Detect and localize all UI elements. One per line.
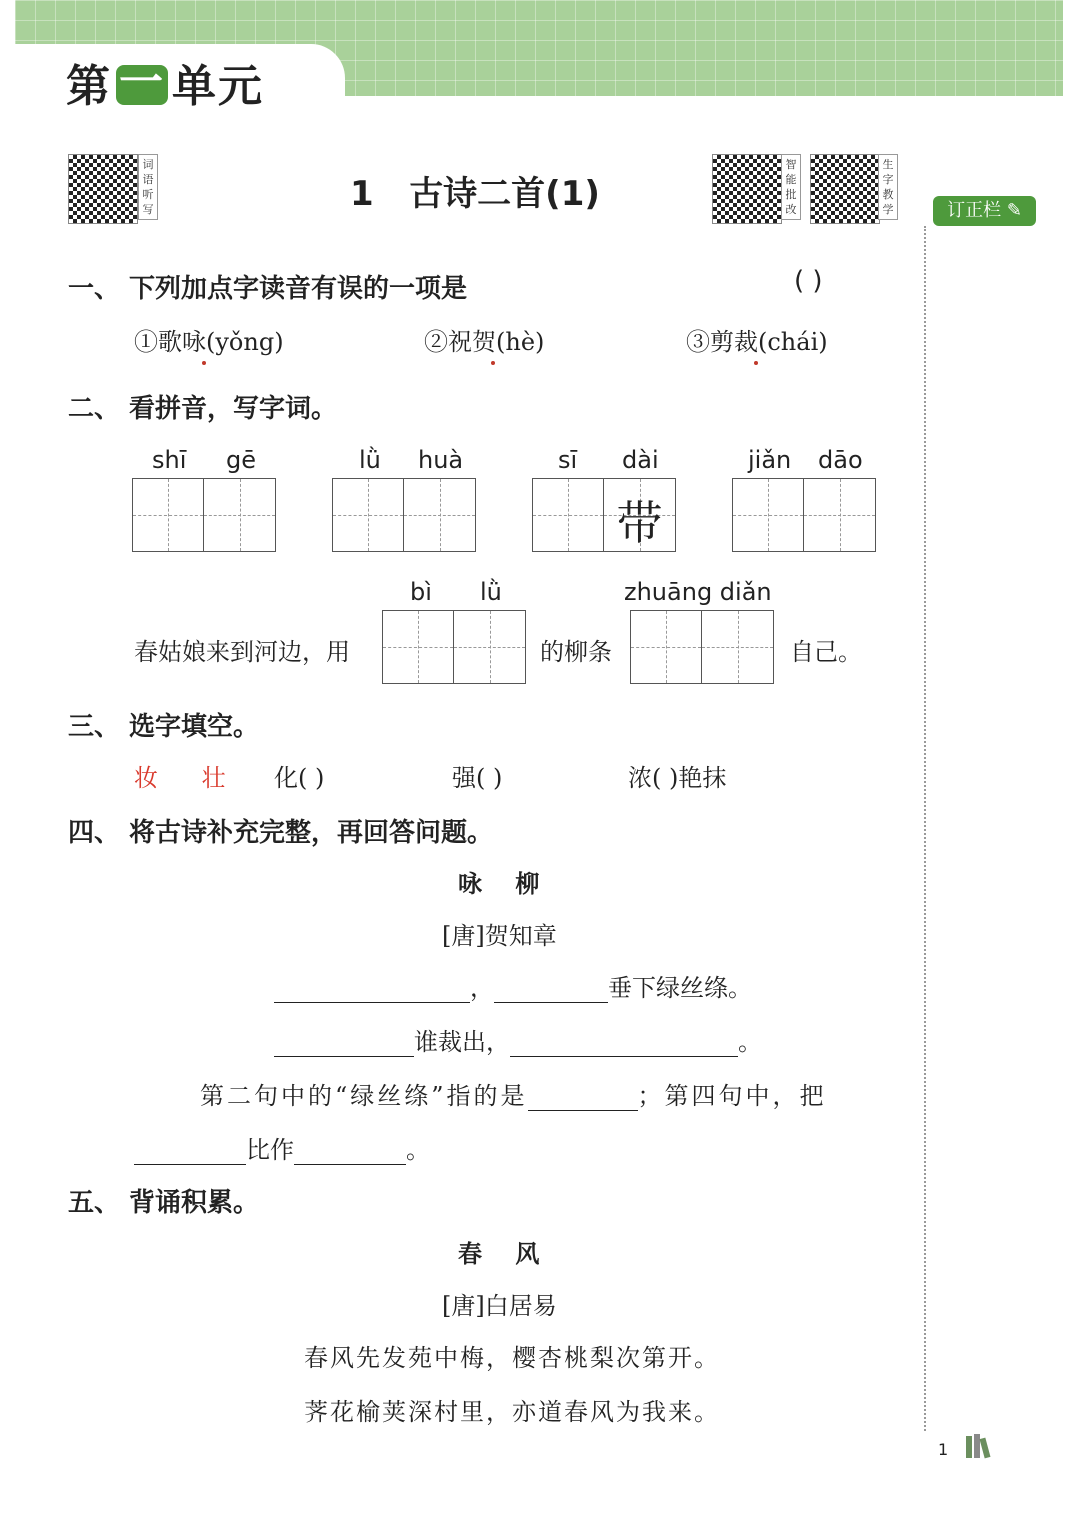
q5-heading: 五、 背诵积累。 — [68, 1188, 260, 1218]
q3-choices: 妆 壮 — [134, 764, 244, 792]
q1-option-2: ②祝贺(hè) — [424, 328, 545, 356]
grid-cell[interactable] — [631, 611, 702, 683]
writing-grid[interactable] — [132, 478, 276, 552]
q3-item-1: 化( ) — [274, 764, 325, 792]
pinyin: jiǎn — [748, 446, 792, 474]
answer-blank[interactable] — [294, 1142, 406, 1165]
poem-title: 春 风 — [458, 1240, 540, 1268]
grid-cell[interactable] — [533, 479, 604, 551]
emphasis-dot — [202, 361, 206, 365]
q1-option-1: ①歌咏(yǒng) — [134, 328, 284, 356]
q1-heading: 一、 下列加点字读音有误的一项是 — [68, 274, 468, 304]
q3-item-2: 强( ) — [452, 764, 503, 792]
answer-blank[interactable] — [510, 1034, 738, 1057]
q1-option-3: ③剪裁(chái) — [686, 328, 828, 356]
grid-cell[interactable] — [702, 611, 773, 683]
writing-grid[interactable] — [732, 478, 876, 552]
grid-cell[interactable] — [383, 611, 454, 683]
answer-blank[interactable] — [494, 980, 608, 1003]
answer-blank[interactable] — [134, 1142, 246, 1165]
pinyin: dāo — [818, 446, 863, 474]
grid-cell[interactable] — [733, 479, 804, 551]
poem-line-2: 谁裁出， 。 — [274, 1022, 762, 1057]
grid-cell[interactable] — [133, 479, 204, 551]
books-icon — [964, 1432, 1004, 1460]
qr-code-teaching[interactable] — [810, 154, 880, 224]
pinyin: gē — [226, 446, 256, 474]
pinyin: shī — [152, 446, 187, 474]
pinyin: lǜ — [359, 446, 381, 474]
page-number: 1 — [938, 1440, 949, 1459]
poem-line-1: ， 垂下绿丝绦。 — [274, 968, 752, 1003]
q4-heading: 四、 将古诗补充完整，再回答问题。 — [68, 818, 494, 848]
q3-item-3: 浓( )艳抹 — [628, 764, 727, 792]
qr-label-dictation: 词语听写 — [138, 154, 158, 220]
writing-grid[interactable] — [532, 478, 676, 552]
grid-cell[interactable] — [204, 479, 275, 551]
pinyin: sī — [558, 446, 578, 474]
writing-grid[interactable] — [630, 610, 774, 684]
q2-heading: 二、 看拼音，写字词。 — [68, 394, 338, 424]
correction-tab: 订正栏 ✎ — [933, 196, 1036, 226]
writing-grid[interactable] — [382, 610, 526, 684]
qr-code-dictation[interactable] — [68, 154, 138, 224]
pinyin: bì — [410, 578, 432, 606]
sentence-part-1: 春姑娘来到河边，用 — [134, 638, 350, 666]
pinyin: lǜ — [480, 578, 502, 606]
qr-label-teaching: 生字教学 — [878, 154, 898, 220]
qr-code-grading[interactable] — [712, 154, 782, 224]
unit-number-badge: 一 — [116, 65, 168, 105]
poem-line: 春风先发苑中梅，樱杏桃梨次第开。 — [304, 1344, 720, 1372]
grid-cell[interactable] — [454, 611, 525, 683]
pinyin: zhuāng diǎn — [624, 578, 772, 606]
grid-cell[interactable] — [804, 479, 875, 551]
sentence-part-2: 的柳条 — [540, 638, 612, 666]
emphasis-dot — [754, 361, 758, 365]
q1-answer-paren: ( ) — [794, 266, 823, 296]
qr-label-grading: 智能批改 — [781, 154, 801, 220]
sentence-part-3: 自己。 — [790, 638, 862, 666]
lesson-title: 1 古诗二首(1) — [350, 174, 600, 214]
poem-title: 咏 柳 — [458, 870, 540, 898]
poem-author: [唐]贺知章 — [442, 922, 557, 950]
writing-grid[interactable] — [332, 478, 476, 552]
answer-blank[interactable] — [528, 1088, 638, 1111]
pinyin: huà — [418, 446, 464, 474]
pinyin: dài — [622, 446, 659, 474]
q3-heading: 三、 选字填空。 — [68, 712, 260, 742]
grid-cell[interactable] — [404, 479, 475, 551]
pencil-icon: ✎ — [1006, 200, 1022, 221]
poem-author: [唐]白居易 — [442, 1292, 557, 1320]
margin-divider — [924, 226, 926, 1431]
unit-title: 第 一 单元 — [66, 57, 264, 112]
poem-line: 荠花榆荚深村里，亦道春风为我来。 — [304, 1398, 720, 1426]
answer-blank[interactable] — [274, 980, 470, 1003]
answer-blank[interactable] — [274, 1034, 414, 1057]
grid-cell[interactable] — [333, 479, 404, 551]
q4-question-line-2: 比作 。 — [134, 1130, 430, 1165]
q4-question-line: 第二句中的“绿丝绦”指的是 ；第四句中，把 — [200, 1082, 827, 1110]
grid-cell-prefilled: 带 — [604, 479, 675, 551]
emphasis-dot — [491, 361, 495, 365]
